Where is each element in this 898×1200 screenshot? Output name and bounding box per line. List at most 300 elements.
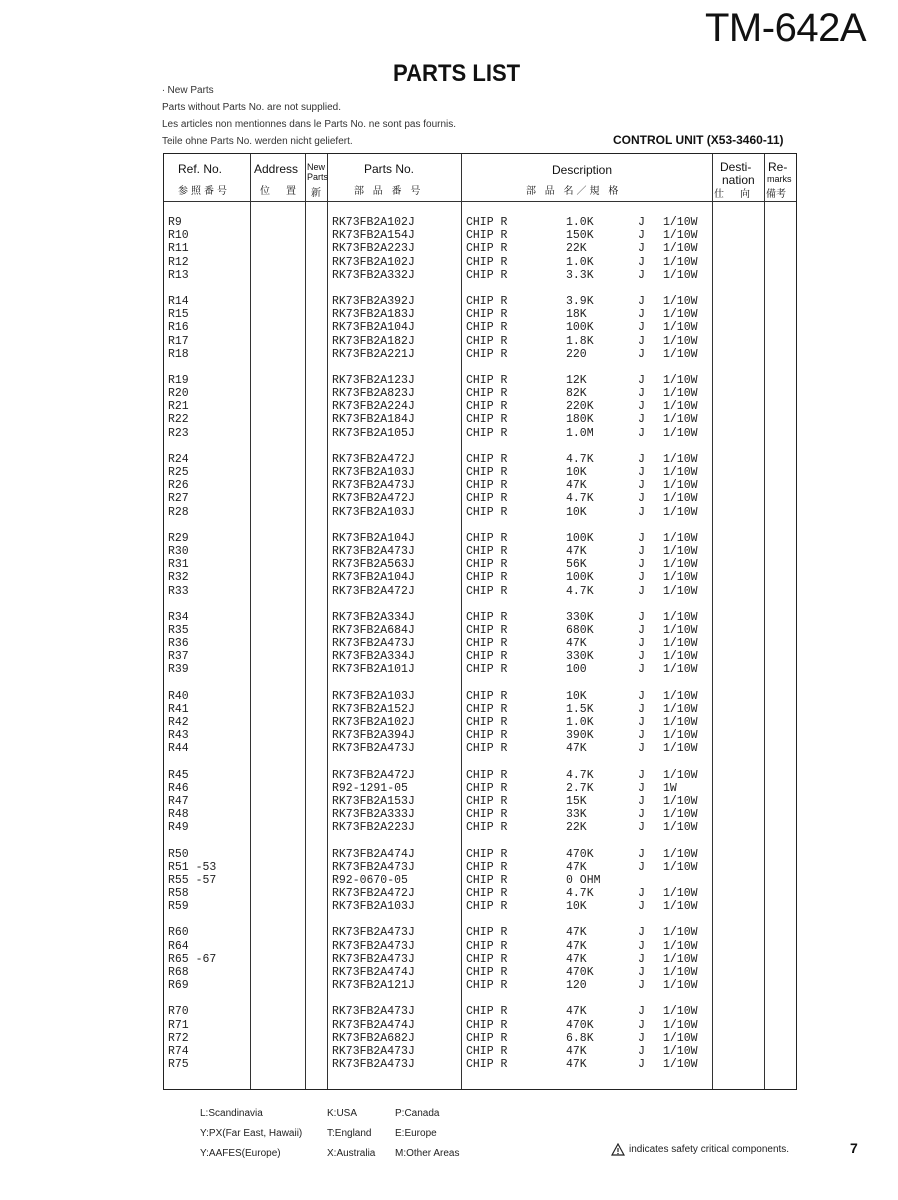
tolerance-cell: J xyxy=(638,794,645,808)
rating-cell: 1/10W xyxy=(663,900,698,914)
rating-cell: 1/10W xyxy=(663,308,698,322)
rating-cell: 1/10W xyxy=(663,689,698,703)
rating-cell: 1/10W xyxy=(663,242,698,256)
safety-note xyxy=(611,1143,789,1156)
table-row xyxy=(164,821,796,834)
description-cell: CHIP R xyxy=(466,308,508,322)
tolerance-cell: J xyxy=(638,768,645,782)
parts-no-cell: RK73FB2A472J xyxy=(332,492,415,506)
value-cell: 47K xyxy=(566,860,587,874)
description-cell: CHIP R xyxy=(466,966,508,979)
value-cell: 0 OHM xyxy=(566,873,601,887)
rating-cell: 1/10W xyxy=(663,452,698,466)
value-cell: 120 xyxy=(566,979,587,993)
ref-no-cell: R17 xyxy=(168,334,189,348)
rating-cell: 1/10W xyxy=(663,926,698,940)
table-row xyxy=(164,585,796,598)
ref-no-cell: R14 xyxy=(168,294,189,308)
ref-no-cell: R50 xyxy=(168,847,189,861)
tolerance-cell: J xyxy=(638,663,645,677)
tolerance-cell: J xyxy=(638,966,645,979)
header-address-jp: 位 置 xyxy=(260,186,299,197)
tolerance-cell: J xyxy=(638,887,645,901)
table-row xyxy=(164,900,796,913)
description-cell: CHIP R xyxy=(466,794,508,808)
rating-cell: 1/10W xyxy=(663,400,698,414)
tolerance-cell: J xyxy=(638,387,645,401)
description-cell: CHIP R xyxy=(466,1058,508,1072)
ref-no-cell: R29 xyxy=(168,531,189,545)
value-cell: 470K xyxy=(566,1018,594,1032)
table-row xyxy=(164,400,796,413)
ref-no-cell: R75 xyxy=(168,1058,189,1072)
parts-no-cell: RK73FB2A223J xyxy=(332,242,415,256)
value-cell: 100K xyxy=(566,531,594,545)
table-row xyxy=(164,926,796,939)
table-row xyxy=(164,940,796,953)
ref-no-cell: R68 xyxy=(168,966,189,979)
legend-item: L:Scandinavia xyxy=(200,1108,263,1119)
rating-cell: 1/10W xyxy=(663,216,698,229)
parts-no-cell: RK73FB2A473J xyxy=(332,742,415,756)
parts-no-cell: RK73FB2A474J xyxy=(332,847,415,861)
tolerance-cell: J xyxy=(638,584,645,598)
value-cell: 330K xyxy=(566,610,594,624)
legend-item: Y:AAFES(Europe) xyxy=(200,1148,281,1159)
ref-no-cell: R55 -57 xyxy=(168,873,217,887)
ref-no-cell: R11 xyxy=(168,242,189,256)
rating-cell: 1/10W xyxy=(663,821,698,835)
description-cell: CHIP R xyxy=(466,873,508,887)
ref-no-cell: R9 xyxy=(168,216,182,229)
description-cell: CHIP R xyxy=(466,637,508,651)
value-cell: 4.7K xyxy=(566,768,594,782)
ref-no-cell: R37 xyxy=(168,650,189,664)
header-destination-2: nation xyxy=(722,173,755,187)
ref-no-cell: R21 xyxy=(168,400,189,414)
table-row xyxy=(164,953,796,966)
tolerance-cell: J xyxy=(638,702,645,716)
description-cell: CHIP R xyxy=(466,808,508,822)
ref-no-cell: R59 xyxy=(168,900,189,914)
ref-no-cell: R43 xyxy=(168,729,189,743)
ref-no-cell: R32 xyxy=(168,571,189,585)
rating-cell: 1/10W xyxy=(663,413,698,427)
table-row xyxy=(164,624,796,637)
value-cell: 1.0K xyxy=(566,716,594,729)
parts-no-cell: RK73FB2A105J xyxy=(332,426,415,440)
table-row xyxy=(164,782,796,795)
rating-cell: 1/10W xyxy=(663,492,698,506)
table-row xyxy=(164,874,796,887)
parts-rows xyxy=(164,216,796,1071)
rating-cell: 1/10W xyxy=(663,268,698,282)
parts-no-cell: RK73FB2A472J xyxy=(332,584,415,598)
ref-no-cell: R42 xyxy=(168,716,189,729)
ref-no-cell: R23 xyxy=(168,426,189,440)
rating-cell: 1/10W xyxy=(663,610,698,624)
description-cell: CHIP R xyxy=(466,413,508,427)
value-cell: 1.0K xyxy=(566,255,594,269)
header-description-jp: 部 品 名／規 格 xyxy=(526,186,622,197)
parts-no-cell: RK73FB2A153J xyxy=(332,794,415,808)
tolerance-cell: J xyxy=(638,623,645,637)
ref-no-cell: R47 xyxy=(168,794,189,808)
table-row xyxy=(164,1045,796,1058)
description-cell: CHIP R xyxy=(466,729,508,743)
table-row xyxy=(164,808,796,821)
tolerance-cell: J xyxy=(638,742,645,756)
rating-cell: 1/10W xyxy=(663,860,698,874)
parts-no-cell: RK73FB2A102J xyxy=(332,216,415,229)
tolerance-cell: J xyxy=(638,334,645,348)
description-cell: CHIP R xyxy=(466,229,508,243)
table-row xyxy=(164,216,796,229)
ref-no-cell: R72 xyxy=(168,1031,189,1045)
rating-cell: 1/10W xyxy=(663,426,698,440)
header-remarks-jp: 備考 xyxy=(766,189,786,200)
description-cell: CHIP R xyxy=(466,768,508,782)
ref-no-cell: R39 xyxy=(168,663,189,677)
value-cell: 4.7K xyxy=(566,584,594,598)
value-cell: 56K xyxy=(566,558,587,572)
parts-no-cell: RK73FB2A473J xyxy=(332,939,415,953)
tolerance-cell: J xyxy=(638,1044,645,1058)
description-cell: CHIP R xyxy=(466,939,508,953)
tolerance-cell: J xyxy=(638,255,645,269)
description-cell: CHIP R xyxy=(466,492,508,506)
tolerance-cell: J xyxy=(638,1031,645,1045)
rating-cell: 1/10W xyxy=(663,558,698,572)
description-cell: CHIP R xyxy=(466,347,508,361)
table-row xyxy=(164,269,796,282)
rating-cell: 1/10W xyxy=(663,479,698,493)
ref-no-cell: R51 -53 xyxy=(168,860,217,874)
tolerance-cell: J xyxy=(638,531,645,545)
parts-no-cell: RK73FB2A152J xyxy=(332,702,415,716)
table-row xyxy=(164,611,796,624)
parts-no-cell: RK73FB2A392J xyxy=(332,294,415,308)
value-cell: 1.5K xyxy=(566,702,594,716)
ref-no-cell: R35 xyxy=(168,623,189,637)
rating-cell: 1/10W xyxy=(663,794,698,808)
value-cell: 15K xyxy=(566,794,587,808)
rating-cell: 1/10W xyxy=(663,1031,698,1045)
tolerance-cell: J xyxy=(638,229,645,243)
ref-no-cell: R27 xyxy=(168,492,189,506)
value-cell: 6.8K xyxy=(566,1031,594,1045)
description-cell: CHIP R xyxy=(466,716,508,729)
value-cell: 47K xyxy=(566,637,587,651)
value-cell: 100K xyxy=(566,571,594,585)
table-row xyxy=(164,571,796,584)
table-row xyxy=(164,650,796,663)
tolerance-cell: J xyxy=(638,571,645,585)
note-not-supplied-de: Teile ohne Parts No. werden nicht geliefert. xyxy=(162,136,353,147)
tolerance-cell: J xyxy=(638,242,645,256)
tolerance-cell: J xyxy=(638,466,645,479)
note-new-parts: ∙ New Parts xyxy=(162,85,214,96)
tolerance-cell: J xyxy=(638,308,645,322)
parts-no-cell: RK73FB2A184J xyxy=(332,413,415,427)
table-row xyxy=(164,690,796,703)
table-row xyxy=(164,256,796,269)
table-row xyxy=(164,861,796,874)
description-cell: CHIP R xyxy=(466,1005,508,1019)
rating-cell: 1/10W xyxy=(663,887,698,901)
table-row xyxy=(164,427,796,440)
description-cell: CHIP R xyxy=(466,216,508,229)
header-address: Address xyxy=(254,162,299,176)
description-cell: CHIP R xyxy=(466,650,508,664)
legend-item: P:Canada xyxy=(395,1108,440,1119)
value-cell: 470K xyxy=(566,847,594,861)
value-cell: 47K xyxy=(566,939,587,953)
value-cell: 18K xyxy=(566,308,587,322)
value-cell: 220 xyxy=(566,347,587,361)
rating-cell: 1/10W xyxy=(663,663,698,677)
table-row xyxy=(164,308,796,321)
ref-no-cell: R41 xyxy=(168,702,189,716)
table-row xyxy=(164,242,796,255)
parts-no-cell: RK73FB2A474J xyxy=(332,966,415,979)
tolerance-cell: J xyxy=(638,294,645,308)
value-cell: 1.0M xyxy=(566,426,594,440)
tolerance-cell: J xyxy=(638,939,645,953)
table-row xyxy=(164,637,796,650)
tolerance-cell: J xyxy=(638,637,645,651)
header-description: Description xyxy=(552,163,613,177)
value-cell: 10K xyxy=(566,689,587,703)
rating-cell: 1/10W xyxy=(663,584,698,598)
rating-cell: 1/10W xyxy=(663,1044,698,1058)
rating-cell: 1/10W xyxy=(663,847,698,861)
table-row xyxy=(164,716,796,729)
description-cell: CHIP R xyxy=(466,334,508,348)
rating-cell: 1/10W xyxy=(663,294,698,308)
parts-no-cell: RK73FB2A182J xyxy=(332,334,415,348)
table-row xyxy=(164,545,796,558)
legend-item: K:USA xyxy=(327,1108,358,1119)
ref-no-cell: R58 xyxy=(168,887,189,901)
table-row xyxy=(164,795,796,808)
parts-no-cell: RK73FB2A102J xyxy=(332,716,415,729)
parts-no-cell: RK73FB2A183J xyxy=(332,308,415,322)
table-row xyxy=(164,769,796,782)
value-cell: 3.3K xyxy=(566,268,594,282)
table-row xyxy=(164,742,796,755)
ref-no-cell: R65 -67 xyxy=(168,952,217,966)
table-row xyxy=(164,532,796,545)
rating-cell: 1/10W xyxy=(663,637,698,651)
model-number: TM-642A xyxy=(705,6,866,50)
table-row xyxy=(164,453,796,466)
rating-cell: 1/10W xyxy=(663,255,698,269)
value-cell: 47K xyxy=(566,1044,587,1058)
description-cell: CHIP R xyxy=(466,821,508,835)
rating-cell: 1/10W xyxy=(663,716,698,729)
tolerance-cell: J xyxy=(638,952,645,966)
parts-no-cell: RK73FB2A472J xyxy=(332,887,415,901)
ref-no-cell: R24 xyxy=(168,452,189,466)
value-cell: 3.9K xyxy=(566,294,594,308)
tolerance-cell: J xyxy=(638,781,645,795)
ref-no-cell: R45 xyxy=(168,768,189,782)
table-row xyxy=(164,848,796,861)
value-cell: 47K xyxy=(566,926,587,940)
value-cell: 150K xyxy=(566,229,594,243)
description-cell: CHIP R xyxy=(466,387,508,401)
rating-cell: 1/10W xyxy=(663,768,698,782)
header-new-parts-2: Parts xyxy=(307,172,329,182)
value-cell: 47K xyxy=(566,952,587,966)
parts-no-cell: RK73FB2A103J xyxy=(332,466,415,479)
table-row xyxy=(164,295,796,308)
tolerance-cell: J xyxy=(638,505,645,519)
ref-no-cell: R22 xyxy=(168,413,189,427)
value-cell: 100K xyxy=(566,321,594,335)
tolerance-cell: J xyxy=(638,413,645,427)
rating-cell: 1/10W xyxy=(663,334,698,348)
ref-no-cell: R20 xyxy=(168,387,189,401)
parts-no-cell: RK73FB2A221J xyxy=(332,347,415,361)
header-remarks-2: marks xyxy=(767,174,792,184)
ref-no-cell: R69 xyxy=(168,979,189,993)
rating-cell: 1/10W xyxy=(663,571,698,585)
value-cell: 10K xyxy=(566,900,587,914)
table-row xyxy=(164,558,796,571)
rating-cell: 1/10W xyxy=(663,952,698,966)
rating-cell: 1/10W xyxy=(663,373,698,387)
description-cell: CHIP R xyxy=(466,952,508,966)
tolerance-cell: J xyxy=(638,426,645,440)
parts-no-cell: RK73FB2A473J xyxy=(332,1044,415,1058)
description-cell: CHIP R xyxy=(466,242,508,256)
note-not-supplied-en: Parts without Parts No. are not supplied. xyxy=(162,102,341,113)
value-cell: 82K xyxy=(566,387,587,401)
parts-no-cell: RK73FB2A473J xyxy=(332,952,415,966)
description-cell: CHIP R xyxy=(466,268,508,282)
tolerance-cell: J xyxy=(638,1058,645,1072)
rating-cell: 1/10W xyxy=(663,650,698,664)
table-row xyxy=(164,703,796,716)
ref-no-cell: R74 xyxy=(168,1044,189,1058)
tolerance-cell: J xyxy=(638,979,645,993)
rating-cell: 1/10W xyxy=(663,505,698,519)
parts-no-cell: RK73FB2A682J xyxy=(332,1031,415,1045)
parts-no-cell: RK73FB2A102J xyxy=(332,255,415,269)
parts-no-cell: RK73FB2A563J xyxy=(332,558,415,572)
value-cell: 4.7K xyxy=(566,452,594,466)
tolerance-cell: J xyxy=(638,268,645,282)
description-cell: CHIP R xyxy=(466,663,508,677)
value-cell: 22K xyxy=(566,821,587,835)
table-row xyxy=(164,492,796,505)
ref-no-cell: R31 xyxy=(168,558,189,572)
tolerance-cell: J xyxy=(638,321,645,335)
table-row xyxy=(164,979,796,992)
description-cell: CHIP R xyxy=(466,531,508,545)
tolerance-cell: J xyxy=(638,216,645,229)
ref-no-cell: R46 xyxy=(168,781,189,795)
rating-cell: 1/10W xyxy=(663,742,698,756)
tolerance-cell: J xyxy=(638,900,645,914)
parts-no-cell: RK73FB2A104J xyxy=(332,531,415,545)
description-cell: CHIP R xyxy=(466,321,508,335)
parts-no-cell: RK73FB2A154J xyxy=(332,229,415,243)
rating-cell: 1/10W xyxy=(663,347,698,361)
header-ref-no: Ref. No. xyxy=(178,162,223,176)
tolerance-cell: J xyxy=(638,926,645,940)
ref-no-cell: R26 xyxy=(168,479,189,493)
value-cell: 100 xyxy=(566,663,587,677)
tolerance-cell: J xyxy=(638,847,645,861)
table-row xyxy=(164,1005,796,1018)
table-row xyxy=(164,729,796,742)
ref-no-cell: R15 xyxy=(168,308,189,322)
table-row xyxy=(164,966,796,979)
value-cell: 47K xyxy=(566,544,587,558)
description-cell: CHIP R xyxy=(466,584,508,598)
tolerance-cell: J xyxy=(638,544,645,558)
description-cell: CHIP R xyxy=(466,544,508,558)
legend-item: M:Other Areas xyxy=(395,1148,460,1159)
value-cell: 1.0K xyxy=(566,216,594,229)
table-row xyxy=(164,1019,796,1032)
tolerance-cell: J xyxy=(638,1005,645,1019)
tolerance-cell: J xyxy=(638,860,645,874)
legend-item: X:Australia xyxy=(327,1148,376,1159)
description-cell: CHIP R xyxy=(466,294,508,308)
value-cell: 10K xyxy=(566,466,587,479)
table-row xyxy=(164,348,796,361)
parts-no-cell: RK73FB2A473J xyxy=(332,544,415,558)
description-cell: CHIP R xyxy=(466,1044,508,1058)
value-cell: 180K xyxy=(566,413,594,427)
table-row xyxy=(164,413,796,426)
tolerance-cell: J xyxy=(638,610,645,624)
tolerance-cell: J xyxy=(638,716,645,729)
description-cell: CHIP R xyxy=(466,887,508,901)
header-parts-no-jp: 部 品 番 号 xyxy=(354,186,424,197)
value-cell: 330K xyxy=(566,650,594,664)
ref-no-cell: R64 xyxy=(168,939,189,953)
rating-cell: 1/10W xyxy=(663,979,698,993)
table-row xyxy=(164,1058,796,1071)
parts-no-cell: RK73FB2A224J xyxy=(332,400,415,414)
value-cell: 47K xyxy=(566,479,587,493)
header-ref-no-jp: 参照番号 xyxy=(178,186,230,197)
parts-no-cell: RK73FB2A103J xyxy=(332,900,415,914)
rating-cell: 1/10W xyxy=(663,808,698,822)
header-divider xyxy=(164,201,796,202)
parts-no-cell: RK73FB2A101J xyxy=(332,663,415,677)
header-destination-1: Desti- xyxy=(720,160,752,174)
ref-no-cell: R49 xyxy=(168,821,189,835)
value-cell: 470K xyxy=(566,966,594,979)
rating-cell: 1/10W xyxy=(663,387,698,401)
value-cell: 390K xyxy=(566,729,594,743)
value-cell: 220K xyxy=(566,400,594,414)
rating-cell: 1/10W xyxy=(663,623,698,637)
rating-cell: 1/10W xyxy=(663,229,698,243)
page-number: 7 xyxy=(850,1140,858,1156)
legend-item: Y:PX(Far East, Hawaii) xyxy=(200,1128,303,1139)
parts-no-cell: RK73FB2A684J xyxy=(332,623,415,637)
parts-no-cell: RK73FB2A473J xyxy=(332,1058,415,1072)
ref-no-cell: R19 xyxy=(168,373,189,387)
parts-no-cell: RK73FB2A334J xyxy=(332,610,415,624)
